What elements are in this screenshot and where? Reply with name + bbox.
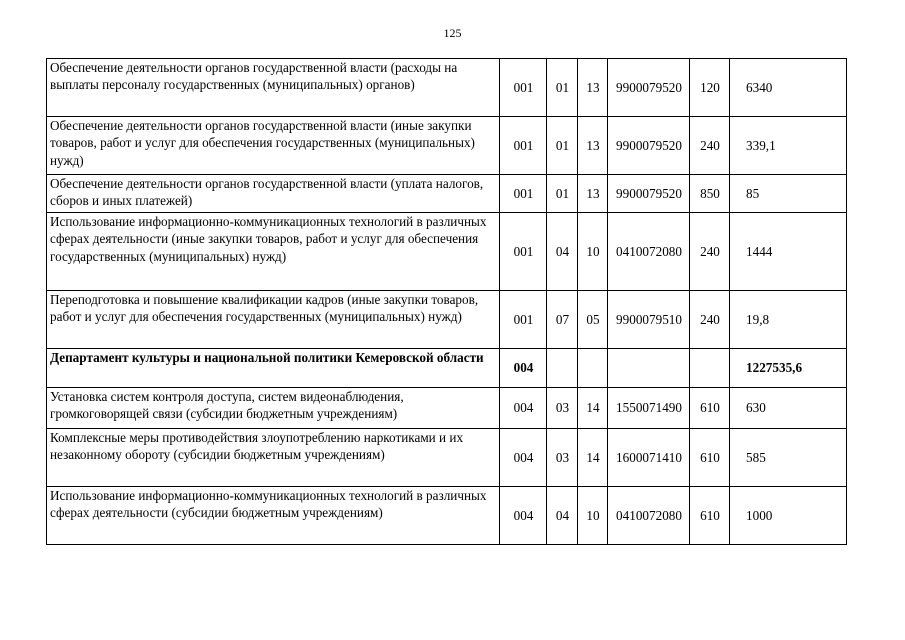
budget-table	[46, 58, 847, 545]
amount: 1444	[730, 213, 847, 291]
section-code: 07	[547, 291, 578, 349]
subsection-code: 10	[578, 487, 608, 545]
expense-type-code: 240	[690, 117, 730, 175]
subsection-code: 13	[578, 175, 608, 213]
section-code: 03	[547, 388, 578, 429]
ministry-code: 001	[500, 291, 547, 349]
section-code: 04	[547, 213, 578, 291]
amount: 339,1	[730, 117, 847, 175]
row-description: Комплексные меры противодействия злоупотреблению наркотиками и их незаконному обороту (субсидии бюджетным учреждениям)	[47, 429, 500, 487]
expense-type-code: 240	[690, 213, 730, 291]
table-row	[47, 487, 847, 545]
target-article-code: 1550071490	[608, 388, 690, 429]
amount: 6340	[730, 59, 847, 117]
subsection-code	[578, 349, 608, 388]
amount: 585	[730, 429, 847, 487]
row-description: Использование информационно-коммуникационных технологий в различных сферах деятельности (иные закупки товаров, работ и услуг для обеспечения государственных (муниципальных) нужд)	[47, 213, 500, 291]
row-description: Обеспечение деятельности органов государственной власти (уплата налогов, сборов и иных платежей)	[47, 175, 500, 213]
table-row	[47, 213, 847, 291]
target-article-code: 9900079520	[608, 59, 690, 117]
section-code: 04	[547, 487, 578, 545]
subsection-code: 10	[578, 213, 608, 291]
table-row	[47, 117, 847, 175]
subsection-code: 13	[578, 117, 608, 175]
section-code: 01	[547, 117, 578, 175]
target-article-code	[608, 349, 690, 388]
target-article-code: 0410072080	[608, 487, 690, 545]
target-article-code: 9900079520	[608, 117, 690, 175]
target-article-code: 1600071410	[608, 429, 690, 487]
row-description: Переподготовка и повышение квалификации кадров (иные закупки товаров, работ и услуг для обеспечения государственных (муниципальных) нужд)	[47, 291, 500, 349]
subsection-code: 05	[578, 291, 608, 349]
ministry-code: 004	[500, 349, 547, 388]
subsection-code: 13	[578, 59, 608, 117]
expense-type-code: 120	[690, 59, 730, 117]
row-description: Установка систем контроля доступа, систем видеонаблюдения, громкоговорящей связи (субсидии бюджетным учреждениям)	[47, 388, 500, 429]
ministry-code: 004	[500, 388, 547, 429]
ministry-code: 001	[500, 213, 547, 291]
table-row	[47, 175, 847, 213]
expense-type-code: 610	[690, 388, 730, 429]
table-row	[47, 59, 847, 117]
row-description: Департамент культуры и национальной политики Кемеровской области	[47, 349, 500, 388]
expense-type-code	[690, 349, 730, 388]
table-row	[47, 429, 847, 487]
expense-type-code: 850	[690, 175, 730, 213]
ministry-code: 001	[500, 175, 547, 213]
ministry-code: 001	[500, 117, 547, 175]
section-code: 03	[547, 429, 578, 487]
ministry-code: 004	[500, 487, 547, 545]
table-row	[47, 291, 847, 349]
target-article-code: 9900079510	[608, 291, 690, 349]
ministry-code: 004	[500, 429, 547, 487]
amount: 1000	[730, 487, 847, 545]
row-description: Использование информационно-коммуникационных технологий в различных сферах деятельности (субсидии бюджетным учреждениям)	[47, 487, 500, 545]
target-article-code: 9900079520	[608, 175, 690, 213]
amount: 19,8	[730, 291, 847, 349]
amount: 85	[730, 175, 847, 213]
section-code: 01	[547, 175, 578, 213]
expense-type-code: 610	[690, 487, 730, 545]
section-code	[547, 349, 578, 388]
table-row	[47, 388, 847, 429]
subsection-code: 14	[578, 388, 608, 429]
expense-type-code: 610	[690, 429, 730, 487]
subsection-code: 14	[578, 429, 608, 487]
ministry-code: 001	[500, 59, 547, 117]
section-code: 01	[547, 59, 578, 117]
row-description: Обеспечение деятельности органов государственной власти (расходы на выплаты персоналу государственных (муниципальных) органов)	[47, 59, 500, 117]
amount: 630	[730, 388, 847, 429]
expense-type-code: 240	[690, 291, 730, 349]
target-article-code: 0410072080	[608, 213, 690, 291]
row-description: Обеспечение деятельности органов государственной власти (иные закупки товаров, работ и услуг для обеспечения государственных (муниципальных) нужд)	[47, 117, 500, 175]
page-number: 125	[443, 26, 462, 40]
table-row	[47, 349, 847, 388]
amount: 1227535,6	[730, 349, 847, 388]
